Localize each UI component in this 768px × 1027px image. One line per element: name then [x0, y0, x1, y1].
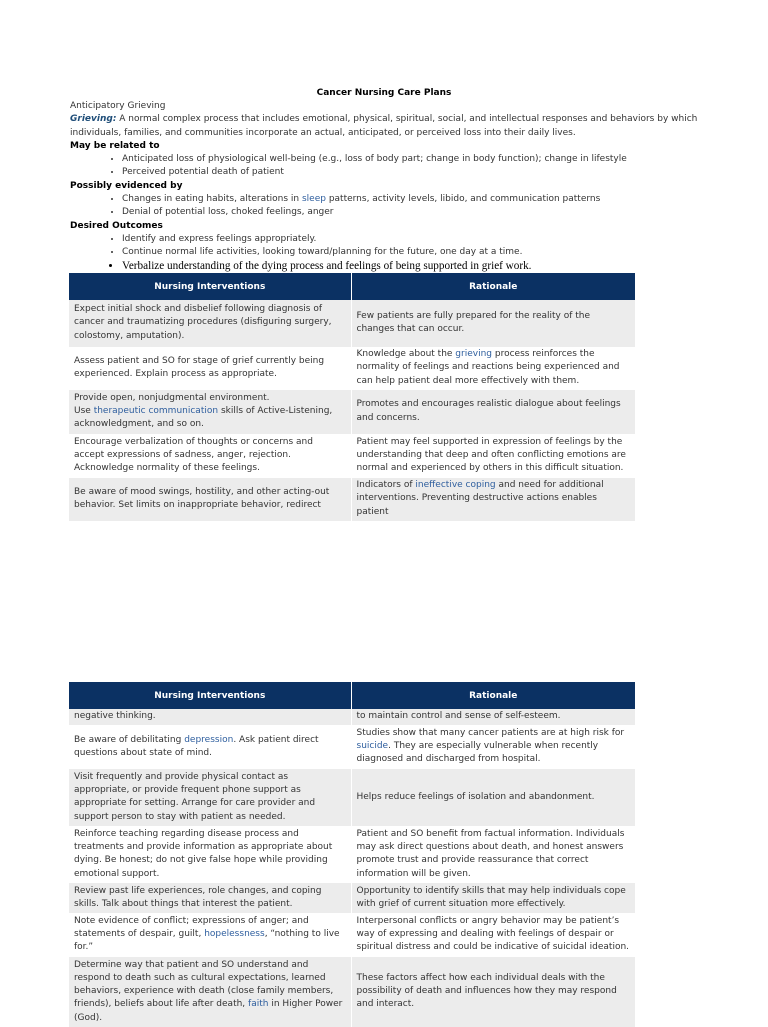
table-row [69, 957, 635, 1027]
text: . They are especially vulnerable when recently diagnosed and discharged from hospital. [356, 741, 599, 765]
rationale-cell [351, 347, 635, 390]
text: process reinforces the normality of feelings and reactions being experienced and can help patient deal more effectively with them. [356, 349, 620, 386]
text: and need for additional interventions. Preventing destructive actions enables patient [356, 480, 604, 517]
rationale-cell [351, 478, 635, 521]
faith-link[interactable]: faith [248, 999, 269, 1010]
list-item: • Continue normal life activities, looking toward/planning for the future, one day at a time. [122, 246, 700, 259]
definition-text: A normal complex process that includes emotional, physical, spiritual, social, and intellectual responses and behaviors by which individuals, families, and communities incorporate an actual, anticipated, or perceived loss into their daily lives. [70, 114, 698, 138]
intervention-cell: Review past life experiences, role changes, and coping skills. Talk about things that interest the patient. [69, 883, 351, 913]
table-row [69, 826, 635, 883]
rationale-header: Rationale [351, 682, 635, 709]
diagnosis-subtitle: Anticipatory Grieving [70, 101, 166, 111]
rationale-cell: Promotes and encourages realistic dialogue about feelings and concerns. [351, 390, 635, 434]
rationale-cell: to maintain control and sense of self-esteem. [351, 709, 635, 725]
sleep-link[interactable]: sleep [301, 194, 326, 205]
text: , “nothing to live for.” [74, 929, 340, 953]
interventions-header: Nursing Interventions [69, 273, 351, 300]
table-row [69, 478, 635, 521]
intervention-cell [69, 725, 351, 769]
text: Knowledge about the [356, 349, 456, 360]
text: skills of Active-Listening, acknowledgment, and so on. [74, 405, 333, 430]
related-list [70, 153, 700, 180]
table-row [69, 390, 635, 434]
table-row [69, 709, 635, 725]
text: patterns, activity levels, libido, and communication patterns [325, 194, 601, 205]
intervention-cell: Reinforce teaching regarding disease process and treatments and provide information as appropriate about dying. Be honest; do not give false hope while providing emotional support. [69, 826, 351, 883]
table-row [69, 725, 635, 769]
table-row [69, 347, 635, 390]
text: . Ask patient direct questions about state of mind. [74, 734, 319, 758]
text: Use [74, 405, 94, 416]
grieving-definition [70, 113, 700, 140]
table-row [69, 883, 635, 913]
hopelessness-link[interactable]: hopelessness [204, 929, 265, 940]
rationale-cell: Patient and SO benefit from factual information. Individuals may ask direct questions about death, and honest answers promote trust and provide reassurance that correct information will be given. [351, 826, 635, 883]
care-plan-intro [70, 100, 700, 273]
intervention-cell: Assess patient and SO for stage of grief currently being experienced. Explain process as appropriate. [69, 347, 351, 390]
text: Studies show that many cancer patients are at high risk for [356, 727, 625, 738]
rationale-cell: These factors affect how each individual deals with the possibility of death and influences how they may respond and interact. [351, 957, 635, 1027]
intervention-cell: Encourage verbalization of thoughts or concerns and accept expressions of sadness, anger, rejection. Acknowledge normality of these feelings. [69, 434, 351, 478]
text: Note evidence of conflict; expressions of anger; and statements of despair, guilt, [74, 915, 309, 940]
rationale-cell: Opportunity to identify skills that may help individuals cope with grief of current situation more effectively. [351, 883, 635, 913]
text: Changes in eating habits, alterations in [122, 194, 302, 205]
table-row [69, 434, 635, 478]
grieving-link[interactable]: grieving [455, 349, 492, 360]
intervention-cell [69, 390, 351, 434]
table-row [69, 913, 635, 957]
list-item: • Perceived potential death of patient [122, 166, 700, 179]
depression-link[interactable]: depression [184, 734, 234, 745]
interventions-table-1 [69, 273, 635, 521]
interventions-header: Nursing Interventions [69, 682, 351, 709]
intervention-cell: Visit frequently and provide physical contact as appropriate, or provide frequent phone support as appropriate for setting. Arrange for care provider and support person to stay with patient as needed. [69, 769, 351, 826]
rationale-cell [351, 725, 635, 769]
intervention-cell: negative thinking. [69, 709, 351, 725]
text: Indicators of [356, 480, 416, 490]
suicide-link[interactable]: suicide [356, 741, 389, 752]
intervention-cell: Be aware of mood swings, hostility, and other acting-out behavior. Set limits on inappropriate behavior, redirect [69, 478, 351, 521]
list-item: • Denial of potential loss, choked feelings, anger [122, 206, 700, 219]
list-item: • Verbalize understanding of the dying process and feelings of being supported in grief work. [122, 260, 700, 273]
text: Be aware of debilitating [74, 734, 185, 745]
list-item: • Anticipated loss of physiological well-being (e.g., loss of body part; change in body function); change in lifestyle [122, 153, 700, 166]
table-row [69, 769, 635, 826]
list-item: • Identify and express feelings appropriately. [122, 233, 700, 246]
related-heading: May be related to [70, 140, 160, 151]
rationale-cell: Helps reduce feelings of isolation and abandonment. [351, 769, 635, 826]
intervention-cell [69, 913, 351, 957]
table-row [69, 300, 635, 347]
therapeutic-communication-link[interactable]: therapeutic communication [93, 405, 219, 416]
rationale-header: Rationale [351, 273, 635, 300]
document-title: Cancer Nursing Care Plans [316, 88, 452, 98]
ineffective-coping-link[interactable]: ineffective coping [415, 480, 496, 490]
list-item [122, 193, 700, 206]
text: in Higher Power (God). [74, 999, 343, 1023]
outcomes-list [70, 233, 700, 273]
intervention-cell: Expect initial shock and disbelief following diagnosis of cancer and traumatizing procedures (disfiguring surgery, colostomy, amputation). [69, 300, 351, 347]
definition-term: Grieving: [70, 114, 117, 125]
rationale-cell: Few patients are fully prepared for the reality of the changes that can occur. [351, 300, 635, 347]
text: Provide open, nonjudgmental environment. [74, 392, 270, 403]
text: Determine way that patient and SO understand and respond to death such as cultural expectations, learned behaviors, experience with death (close family members, friends), beliefs about life after death, [74, 959, 334, 1010]
evidenced-heading: Possibly evidenced by [70, 180, 183, 191]
evidenced-list [70, 193, 700, 220]
outcomes-heading: Desired Outcomes [70, 220, 163, 231]
rationale-cell: Patient may feel supported in expression of feelings by the understanding that deep and often conflicting emotions are normal and experienced by others in this difficult situation. [351, 434, 635, 478]
rationale-cell: Interpersonal conflicts or angry behavior may be patient’s way of expressing and dealing with feelings of despair or spiritual distress and could be indicative of suicidal ideation. [351, 913, 635, 957]
interventions-table-2 [69, 682, 635, 1027]
intervention-cell [69, 957, 351, 1027]
